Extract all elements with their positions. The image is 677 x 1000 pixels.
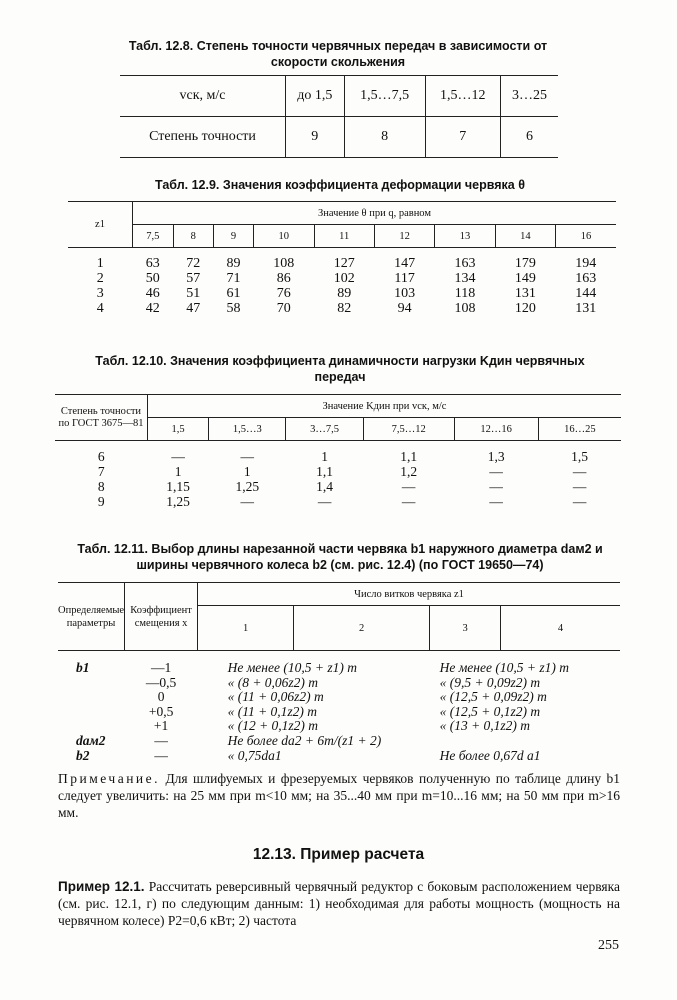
column-header: 11 — [314, 225, 374, 248]
table-cell: — — [572, 494, 587, 509]
column-header: 12…16 — [454, 418, 538, 441]
table-cell: 58 — [226, 301, 241, 316]
table-row — [120, 76, 558, 117]
column-header: Степень точности по ГОСТ 3675—81 — [55, 395, 148, 441]
table-cell: 6 — [97, 449, 105, 464]
table-cell: 89 — [226, 256, 241, 271]
table-cell: 163 — [575, 271, 597, 286]
column-header: 14 — [495, 225, 555, 248]
table-12-8 — [120, 75, 558, 158]
table-cell: 8 — [344, 117, 425, 158]
column-header: 7,5…12 — [363, 418, 454, 441]
table-cell: 6 — [500, 117, 558, 158]
example-label: Пример 12.1. — [58, 879, 145, 894]
table-cell: 163 — [454, 256, 476, 271]
table-row — [58, 651, 620, 676]
table-note — [58, 770, 620, 821]
column-header: 16 — [556, 225, 616, 248]
column-header: 16…25 — [538, 418, 621, 441]
table-cell: — — [154, 747, 168, 763]
table-cell: — — [489, 464, 503, 479]
table-cell — [430, 734, 620, 749]
table-cell: 1 — [96, 256, 104, 271]
table-cell — [58, 690, 125, 705]
table-cell: 1,4 — [316, 479, 333, 494]
table-cell: b1 — [76, 660, 90, 675]
table-cell: 47 — [186, 301, 201, 316]
table-cell: « (11 + 0,06z2) m — [227, 689, 324, 705]
table-cell: 134 — [454, 271, 476, 286]
note-text: Для шлифуемых и фрезеруемых червяков полученную по таблице длину b1 следует увеличить: на 25 мм при m<10 мм; на 35...40 мм при m=10...16 мм; на 50 мм при m>16 мм. — [58, 771, 620, 820]
table-cell: 9 — [97, 494, 105, 509]
column-header: 7,5 — [133, 225, 174, 248]
table-row — [120, 117, 558, 158]
table-cell: 1 — [174, 464, 182, 479]
table-row — [55, 464, 621, 479]
table-cell: +0,5 — [148, 703, 174, 719]
table-cell: 120 — [514, 301, 536, 316]
table-cell: — — [572, 479, 587, 494]
table-cell: —0,5 — [145, 674, 177, 690]
table-row — [58, 734, 620, 749]
table-cell: +1 — [153, 718, 169, 734]
table-cell: 179 — [514, 256, 536, 271]
example-text: Рассчитать реверсивный червячный редуктор с боковым расположением червяка (см. рис. 12.1, г) по следующим данным: 1) необходимая для работы мощность (мощность на червячном колесе) P2=0,6 кВт; 2) частота — [58, 879, 620, 928]
table-cell: 1,25 — [235, 479, 260, 494]
table-cell: 108 — [454, 301, 476, 316]
table-cell: — — [154, 732, 168, 748]
table-cell: 7 — [97, 464, 105, 479]
table-cell: « (12,5 + 0,09z2) m — [439, 689, 547, 705]
table-cell: 3…25 — [500, 76, 558, 117]
table-cell: 147 — [394, 256, 416, 271]
column-header: 12 — [374, 225, 434, 248]
table-cell: 117 — [394, 271, 415, 286]
table-cell: 1,2 — [400, 464, 418, 479]
table-cell: — — [240, 494, 255, 509]
table-cell: 42 — [145, 301, 160, 316]
table-cell: « (13 + 0,1z2) m — [439, 718, 531, 734]
table-cell: 50 — [145, 271, 160, 286]
table-cell: 118 — [454, 286, 476, 301]
table-cell: 131 — [514, 286, 536, 301]
column-header: 9 — [213, 225, 253, 248]
table-cell: 9 — [286, 117, 345, 158]
table-cell: 1,5 — [571, 449, 589, 464]
table-cell: 194 — [575, 256, 597, 271]
column-header: 3…7,5 — [286, 418, 363, 441]
table-cell: 1 — [243, 464, 251, 479]
table-cell: до 1,5 — [286, 76, 345, 117]
table-cell: 2 — [96, 271, 104, 286]
table-12-10 — [55, 394, 621, 509]
column-header: z1 — [68, 202, 133, 248]
table-row — [58, 676, 620, 691]
table-cell: 76 — [276, 286, 291, 301]
group-header: Значение θ при q, равном — [133, 202, 617, 225]
table-row — [68, 271, 616, 286]
table-cell: 1,25 — [166, 494, 190, 509]
column-header: 1,5…3 — [209, 418, 286, 441]
table-cell: 4 — [96, 301, 104, 316]
table-row — [58, 583, 620, 606]
table-cell: — — [240, 449, 255, 464]
table-cell: « (8 + 0,06z2) m — [227, 674, 319, 690]
group-header: Значение Kдин при vск, м/с — [148, 395, 622, 418]
table-cell: Не менее (10,5 + z1) m — [227, 660, 357, 675]
table-cell: 1,15 — [166, 479, 190, 494]
table-cell: 3 — [96, 286, 104, 301]
note-label: Примечание. — [58, 771, 161, 786]
table-cell: 127 — [333, 256, 355, 271]
table-row — [68, 202, 616, 225]
table-row — [58, 705, 620, 720]
table-cell: 1,1 — [400, 449, 418, 464]
group-header: Число витков червяка z1 — [198, 583, 620, 606]
table-cell: 72 — [186, 256, 201, 271]
table-12-11 — [58, 582, 620, 763]
table-cell: 1,1 — [316, 464, 333, 479]
table-cell: 46 — [145, 286, 160, 301]
table-cell — [58, 705, 125, 720]
table-row — [68, 225, 616, 248]
table-cell: Степень точности — [120, 117, 286, 158]
column-header: 13 — [435, 225, 495, 248]
table-cell: « (9,5 + 0,09z2) m — [439, 674, 541, 690]
column-header: 1,5 — [148, 418, 209, 441]
table-cell: — — [317, 494, 332, 509]
table-cell: « (11 + 0,1z2) m — [227, 703, 318, 719]
table-cell: 1 — [321, 449, 328, 464]
table-row — [58, 749, 620, 764]
table-cell: — — [572, 464, 587, 479]
table-cell: — — [401, 479, 416, 494]
table-cell: — — [171, 449, 185, 464]
column-header: 4 — [501, 606, 620, 651]
table-cell: Не менее (10,5 + z1) m — [439, 660, 569, 675]
table-cell: 51 — [186, 286, 201, 301]
example-paragraph — [58, 878, 620, 929]
table-cell: 103 — [394, 286, 416, 301]
table-cell: 1,3 — [487, 449, 505, 464]
table-12-8-caption: Табл. 12.8. Степень точности червячных передач в зависимости от скорости скольжения — [128, 39, 548, 69]
column-header: 3 — [430, 606, 501, 651]
table-cell: 86 — [276, 271, 291, 286]
table-row — [55, 395, 621, 418]
table-cell: dам2 — [76, 732, 106, 748]
table-row — [58, 690, 620, 705]
table-cell — [58, 676, 125, 691]
table-cell: 0 — [157, 689, 165, 705]
table-row — [55, 441, 621, 465]
table-cell: —1 — [150, 660, 172, 675]
table-cell: 108 — [273, 256, 295, 271]
table-cell: 70 — [276, 301, 291, 316]
table-cell: — — [489, 494, 503, 509]
table-12-9 — [68, 201, 616, 316]
table-row — [55, 494, 621, 509]
table-cell: vск, м/с — [120, 76, 286, 117]
table-row — [58, 719, 620, 734]
table-cell: 63 — [145, 256, 160, 271]
table-cell: 131 — [575, 301, 597, 316]
table-cell: 71 — [226, 271, 241, 286]
table-cell: 89 — [337, 286, 352, 301]
column-header: 1 — [198, 606, 294, 651]
table-cell: — — [489, 479, 503, 494]
table-cell: 8 — [97, 479, 105, 494]
section-heading: 12.13. Пример расчета — [252, 846, 425, 863]
column-header: 2 — [294, 606, 430, 651]
table-cell: 149 — [514, 271, 536, 286]
table-cell: « (12,5 + 0,1z2) m — [439, 703, 541, 719]
table-cell: 61 — [226, 286, 241, 301]
table-cell: 82 — [337, 301, 352, 316]
table-12-9-caption: Табл. 12.9. Значения коэффициента деформации червяка θ — [155, 178, 525, 192]
table-row — [68, 248, 616, 272]
table-row — [55, 479, 621, 494]
column-header: 8 — [173, 225, 213, 248]
column-header: Коэффициент смещения x — [125, 583, 198, 651]
table-cell: b2 — [76, 747, 90, 763]
column-header: 10 — [254, 225, 314, 248]
table-12-11-caption: Табл. 12.11. Выбор длины нарезанной части червяка b1 наружного диаметра dам2 и ширины червячного колеса b2 (см. рис. 12.4) (по ГОСТ 19650—74) — [77, 542, 603, 572]
table-cell: 102 — [333, 271, 355, 286]
table-cell: « 0,75da1 — [227, 747, 282, 763]
table-cell: 1,5…12 — [425, 76, 500, 117]
table-cell: 7 — [425, 117, 500, 158]
table-cell: 1,5…7,5 — [344, 76, 425, 117]
table-cell: Не более da2 + 6m/(z1 + 2) — [227, 732, 382, 748]
table-cell: — — [401, 494, 416, 509]
table-cell — [58, 719, 125, 734]
table-cell: 144 — [575, 286, 597, 301]
table-12-10-caption: Табл. 12.10. Значения коэффициента динамичности нагрузки Kдин червячных передач — [95, 354, 585, 384]
table-row — [68, 286, 616, 301]
table-cell: 94 — [397, 301, 412, 316]
table-row — [68, 301, 616, 316]
table-cell: « (12 + 0,1z2) m — [227, 718, 319, 734]
table-cell: Не более 0,67d a1 — [439, 747, 541, 763]
column-header: Определяемые параметры — [58, 583, 125, 651]
table-cell: 57 — [186, 271, 201, 286]
page-number: 255 — [598, 938, 619, 953]
